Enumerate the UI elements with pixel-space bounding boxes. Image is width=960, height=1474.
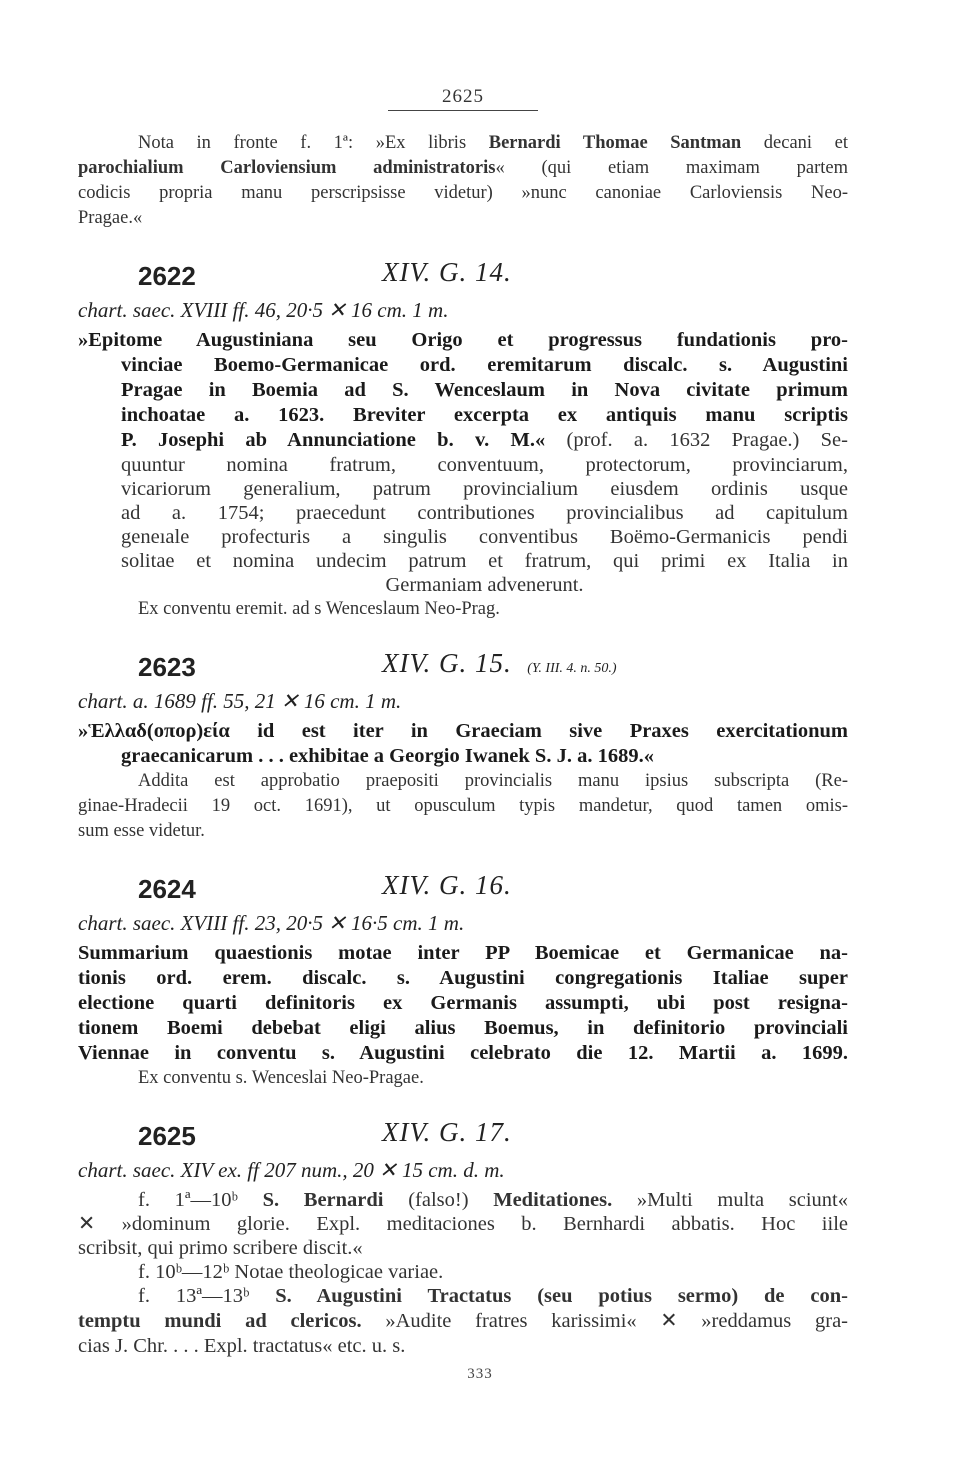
entry-body-2624 xyxy=(78,941,848,1091)
title-line: Summarium quaestionis motae inter PP Boemicae et Germanicae na- xyxy=(78,942,848,964)
shelf-signature: XIV. G. 16. xyxy=(382,870,512,900)
title-line: P. Josephi ab Annunciatione b. v. M.« (prof. a. 1632 Pragae.) Se- xyxy=(121,429,848,451)
content-line: temptu mundi ad clericos. »Audite fratres karissimi« ✕ »reddamus gra- xyxy=(78,1310,848,1332)
physical-description: chart. saec. XVIII ff. 23, 20·5 ✕ 16·5 cm. 1 m. xyxy=(78,911,465,935)
description-line: ad a. 1754; praecedunt contributiones provincialibus ad capitulum xyxy=(121,502,848,524)
header-rule xyxy=(388,110,538,111)
page-footer-number: 333 xyxy=(467,1366,493,1382)
content-line: f. 13ª—13ᵇ S. Augustini Tractatus (seu potius sermo) de con- xyxy=(138,1285,848,1307)
content-line: cias J. Chr. . . . Expl. tractatus« etc. u. s. xyxy=(78,1335,406,1357)
shelf-signature: XIV. G. 15. (Y. III. 4. n. 50.) xyxy=(382,648,617,678)
entry-heading-2622 xyxy=(78,257,848,297)
entry-number: 2625 xyxy=(138,1121,196,1151)
running-header: 2625 xyxy=(442,86,484,107)
title-line: Pragae in Boemia ad S. Wenceslaum in Nova civitate primum xyxy=(121,379,848,401)
title-line: electione quarti definitoris ex Germanis assumpti, ubi post resigna- xyxy=(78,992,848,1014)
title-line: tionis ord. erem. discalc. s. Augustini congregationis Italiae super xyxy=(78,967,848,989)
physical-description: chart. a. 1689 ff. 55, 21 ✕ 16 cm. 1 m. xyxy=(78,689,402,713)
title-line: »Epitome Augustiniana seu Origo et progressus fundationis pro- xyxy=(78,329,848,351)
note-line: Addita est approbatio praepositi provincialis manu ipsius subscripta (Re- xyxy=(138,771,848,791)
title-continuation xyxy=(78,744,848,769)
note-line: codicis propria manu perscripsisse videtur) »nunc canoniae Carloviensis Neo- xyxy=(78,183,848,203)
title-line: tionem Boemi debebat eligi alius Boemus, in definitorio provinciali xyxy=(78,1017,848,1039)
entry-heading-2623 xyxy=(78,648,848,688)
entry-body-2622 xyxy=(78,328,848,622)
title-line: graecanicarum . . . exhibitae a Georgio Iwanek S. J. a. 1689.« xyxy=(121,745,654,767)
physical-description: chart. saec. XVIII ff. 46, 20·5 ✕ 16 cm. 1 m. xyxy=(78,298,449,322)
note-line: ginae-Hradecii 19 oct. 1691), ut opusculum typis mandetur, quod tamen omis- xyxy=(78,796,848,816)
note-line: sum esse videtur. xyxy=(78,821,205,841)
physical-description: chart. saec. XIV ex. ff 207 num., 20 ✕ 15 cm. d. m. xyxy=(78,1158,505,1182)
description-line: quuntur nomina fratrum, conventuum, protectorum, provinciarum, xyxy=(121,454,848,476)
title-line: »Ἑλλαδ(οπορ)εία id est iter in Graeciam sive Praxes exercitationum xyxy=(78,720,848,742)
note-line: Pragae.« xyxy=(78,208,143,228)
shelf-signature: XIV. G. 14. xyxy=(382,257,512,287)
content-line: scribsit, qui primo scribere discit.« xyxy=(78,1237,363,1259)
shelf-signature: XIV. G. 17. xyxy=(382,1117,512,1147)
entry-number: 2624 xyxy=(138,874,196,904)
entry-body-2623 xyxy=(78,719,848,844)
entry-heading-2624 xyxy=(78,870,848,910)
description-line: solitae et nomina undecim patrum et fratrum, qui primi ex Italia in xyxy=(121,550,848,572)
content-line: ✕ »dominum glorie. Expl. meditaciones b. Bernhardi abbatis. Hoc iile xyxy=(78,1213,848,1235)
provenance-note: Ex conventu eremit. ad s Wenceslaum Neo-Prag. xyxy=(138,599,500,619)
title-line: vinciae Boemo-Germanicae ord. eremitarum discalc. s. Augustini xyxy=(121,354,848,376)
entry-heading-2625 xyxy=(78,1117,848,1157)
content-line: f. 10ᵇ—12ᵇ Notae theologicae variae. xyxy=(138,1261,444,1283)
previous-entry-note xyxy=(78,131,848,231)
description-line: vicariorum generalium, patrum provincialium eiusdem ordinis usque xyxy=(121,478,848,500)
description-line: Germaniam advenerunt. xyxy=(385,574,584,596)
provenance-note: Ex conventu s. Wenceslai Neo-Pragae. xyxy=(138,1068,424,1088)
content-line: f. 1ª—10ᵇ S. Bernardi (falso!) Meditationes. »Multi multa sciunt« xyxy=(138,1189,848,1211)
description-line: geneıale profecturis a singulis conventibus Boëmo-Germanicis pendi xyxy=(121,526,848,548)
note-line: parochialium Carloviensium administratoris« (qui etiam maximam partem xyxy=(78,158,848,178)
entry-number: 2623 xyxy=(138,652,196,682)
entry-body-2625 xyxy=(78,1188,848,1358)
page xyxy=(78,86,848,1358)
title-line: Viennae in conventu s. Augustini celebrato die 12. Martii a. 1699. xyxy=(78,1042,848,1064)
title-line: inchoatae a. 1623. Breviter excerpta ex antiquis manu scriptis xyxy=(121,404,848,426)
entry-number: 2622 xyxy=(138,261,196,291)
note-line: Nota in fronte f. 1ª: »Ex libris Bernardi Thomae Santman decani et xyxy=(138,133,848,153)
old-signature: (Y. III. 4. n. 50.) xyxy=(527,661,617,676)
title-continuation xyxy=(78,353,848,597)
